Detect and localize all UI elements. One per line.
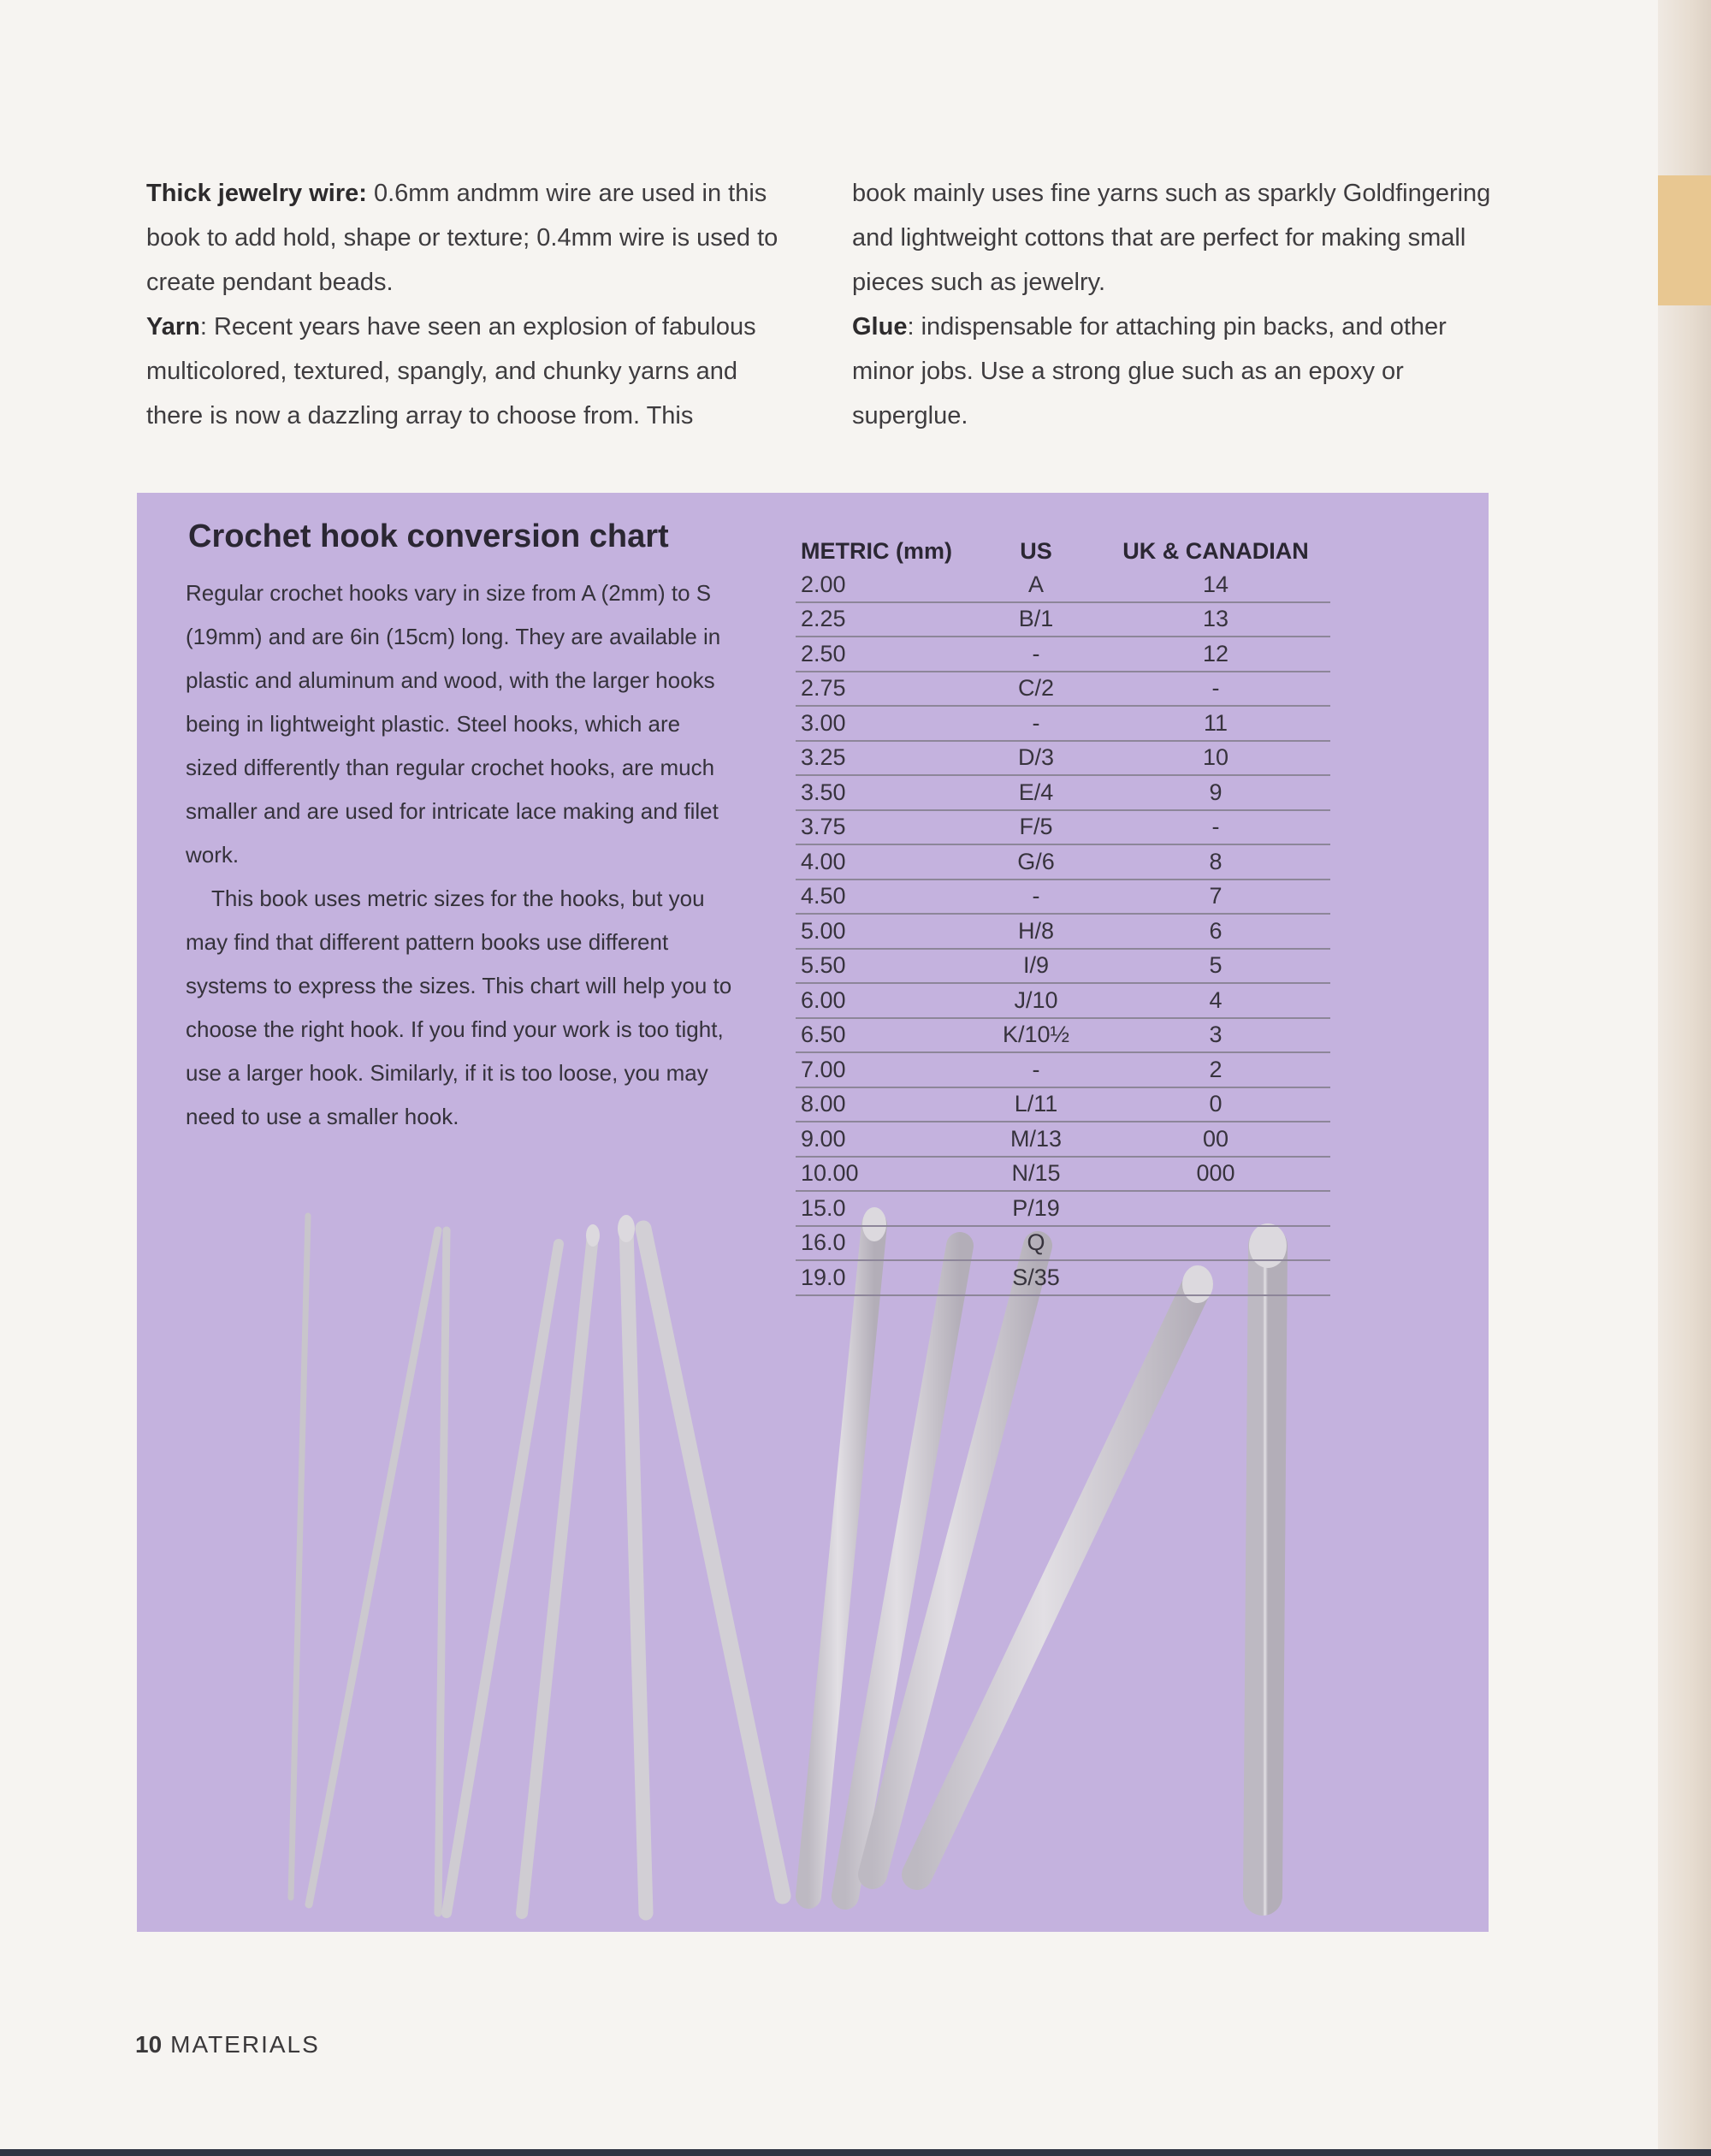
metric-cell: 6.50	[801, 1022, 846, 1048]
metric-cell: 5.50	[801, 952, 846, 979]
table-row	[796, 811, 1330, 846]
us-cell: N/15	[1011, 1160, 1061, 1187]
uk-cell: -	[1211, 675, 1220, 702]
table-row	[796, 1227, 1330, 1262]
table-row	[796, 672, 1330, 708]
aluminum-hook-icon	[522, 1235, 593, 1913]
us-cell: K/10½	[1002, 1022, 1070, 1048]
uk-cell: 14	[1202, 571, 1229, 597]
metric-cell: 6.00	[801, 986, 846, 1013]
us-cell: S/35	[1012, 1264, 1060, 1290]
chart-paragraph: Regular crochet hooks vary in size from A (2mm) to S (19mm) and are 6in (15cm) long. They are available in plastic and aluminum and wood, with the larger hooks being in lightweight plastic. Steel hooks, which are sized differently than regular crochet hooks, are much smaller and are used for intricate lace making and filet work.	[186, 580, 721, 868]
us-cell: M/13	[1009, 1125, 1063, 1152]
uk-cell: 000	[1196, 1160, 1235, 1187]
metric-cell: 2.50	[801, 640, 846, 666]
table-row	[796, 742, 1330, 777]
us-cell: C/2	[1017, 675, 1055, 702]
intro-column-right	[852, 171, 1502, 438]
page-edge-tab	[1658, 175, 1711, 305]
us-cell: E/4	[1018, 779, 1054, 805]
table-row	[796, 568, 1330, 603]
metric-cell: 16.0	[801, 1229, 846, 1256]
table-row	[796, 880, 1330, 915]
intro-paragraph	[146, 305, 796, 438]
metric-cell: 3.00	[801, 709, 846, 736]
table-header	[796, 534, 1330, 568]
metric-cell: 4.50	[801, 883, 846, 909]
metric-cell: 15.0	[801, 1194, 846, 1221]
uk-cell: 00	[1202, 1125, 1229, 1152]
us-cell: J/10	[1014, 986, 1058, 1013]
uk-cell: 12	[1202, 640, 1229, 666]
us-cell: -	[1032, 883, 1040, 909]
us-cell: A	[1027, 571, 1044, 597]
chart-title: Crochet hook conversion chart	[188, 518, 669, 554]
chart-panel	[137, 493, 1489, 1932]
intro-column-left	[146, 171, 796, 438]
metric-cell: 9.00	[801, 1125, 846, 1152]
table-row	[796, 984, 1330, 1019]
metric-cell: 10.00	[801, 1160, 859, 1187]
steel-hook-icon	[309, 1230, 438, 1904]
us-cell: Q	[1027, 1229, 1045, 1256]
uk-cell: 6	[1209, 917, 1223, 944]
conversion-table	[796, 534, 1330, 1296]
us-cell: -	[1032, 1056, 1040, 1082]
us-cell: F/5	[1019, 814, 1053, 840]
uk-cell: 5	[1209, 952, 1223, 979]
table-row	[796, 915, 1330, 950]
metric-cell: 3.50	[801, 779, 846, 805]
term-label: Glue	[852, 313, 908, 341]
table-row	[796, 776, 1330, 811]
metric-cell: 3.75	[801, 814, 846, 840]
table-row	[796, 950, 1330, 985]
intro-paragraph	[852, 305, 1502, 438]
scan-edge	[0, 2149, 1711, 2156]
term-text: 0.6mm andmm wire are used in this book to add hold, shape or texture; 0.4mm wire is used to create pendant beads.	[146, 180, 779, 296]
term-label: Thick jewelry wire:	[146, 180, 367, 207]
uk-cell: 9	[1209, 779, 1223, 805]
steel-hook-icon	[291, 1216, 308, 1898]
metric-cell: 2.25	[801, 606, 846, 632]
table-row	[796, 1053, 1330, 1088]
uk-cell: 11	[1203, 709, 1228, 736]
table-row	[796, 1261, 1330, 1296]
term-label: Yarn	[146, 313, 200, 341]
aluminum-hook-icon	[643, 1229, 783, 1896]
header-metric: METRIC (mm)	[801, 537, 952, 564]
header-us: US	[1020, 537, 1052, 564]
table-row	[796, 1122, 1330, 1158]
term-text: book mainly uses fine yarns such as sparkly Goldfingering and lightweight cottons that are perfect for making small pieces such as jewelry.	[852, 180, 1491, 296]
uk-cell: 4	[1209, 986, 1223, 1013]
uk-cell: 3	[1209, 1022, 1223, 1048]
intro-paragraph	[852, 171, 1502, 305]
table-row	[796, 1158, 1330, 1193]
page-edge	[1658, 0, 1711, 2156]
metric-cell: 4.00	[801, 848, 846, 874]
table-row	[796, 603, 1330, 638]
us-cell: B/1	[1018, 606, 1054, 632]
metric-cell: 2.75	[801, 675, 846, 702]
table-row	[796, 845, 1330, 880]
us-cell: D/3	[1017, 744, 1055, 771]
chart-paragraph: This book uses metric sizes for the hooks, but you may find that different pattern books use different systems to express the sizes. This chart will help you to choose the right hook. If you find your work is too tight, use a larger hook. Similarly, if it is too loose, you may need to use a smaller hook.	[186, 886, 732, 1129]
table-row	[796, 1019, 1330, 1054]
metric-cell: 7.00	[801, 1056, 846, 1082]
uk-cell: 8	[1209, 848, 1223, 874]
table-row	[796, 1088, 1330, 1123]
aluminum-hook-icon	[626, 1229, 646, 1913]
aluminum-hook-icon	[447, 1244, 559, 1913]
metric-cell: 2.00	[801, 571, 846, 597]
metric-cell: 8.00	[801, 1091, 846, 1117]
term-text: : Recent years have seen an explosion of fabulous multicolored, textured, spangly, and chunky yarns and there is now a dazzling array to choose from. This	[146, 313, 756, 429]
page-footer	[135, 2031, 320, 2058]
us-cell: -	[1032, 640, 1040, 666]
us-cell: H/8	[1017, 917, 1055, 944]
plastic-hook-icon	[1263, 1246, 1268, 1896]
uk-cell: 7	[1209, 883, 1223, 909]
steel-hook-icon	[438, 1230, 447, 1913]
intro-paragraph	[146, 171, 796, 305]
metric-cell: 3.25	[801, 744, 846, 771]
us-cell: L/11	[1014, 1091, 1058, 1117]
table-row	[796, 1192, 1330, 1227]
us-cell: I/9	[1022, 952, 1050, 979]
section-name: MATERIALS	[170, 2031, 320, 2058]
uk-cell: -	[1211, 814, 1220, 840]
uk-cell: 0	[1209, 1091, 1223, 1117]
metric-cell: 19.0	[801, 1264, 846, 1290]
uk-cell: 10	[1202, 744, 1229, 771]
table-row	[796, 707, 1330, 742]
table-row	[796, 637, 1330, 672]
page-number: 10	[135, 2031, 163, 2058]
uk-cell: 2	[1209, 1056, 1223, 1082]
uk-cell: 13	[1202, 606, 1229, 632]
metric-cell: 5.00	[801, 917, 846, 944]
us-cell: -	[1032, 709, 1040, 736]
us-cell: P/19	[1012, 1194, 1060, 1221]
us-cell: G/6	[1017, 848, 1055, 874]
header-uk: UK & CANADIAN	[1122, 537, 1309, 564]
term-text: : indispensable for attaching pin backs, and other minor jobs. Use a strong glue such as an epoxy or superglue.	[852, 313, 1447, 429]
